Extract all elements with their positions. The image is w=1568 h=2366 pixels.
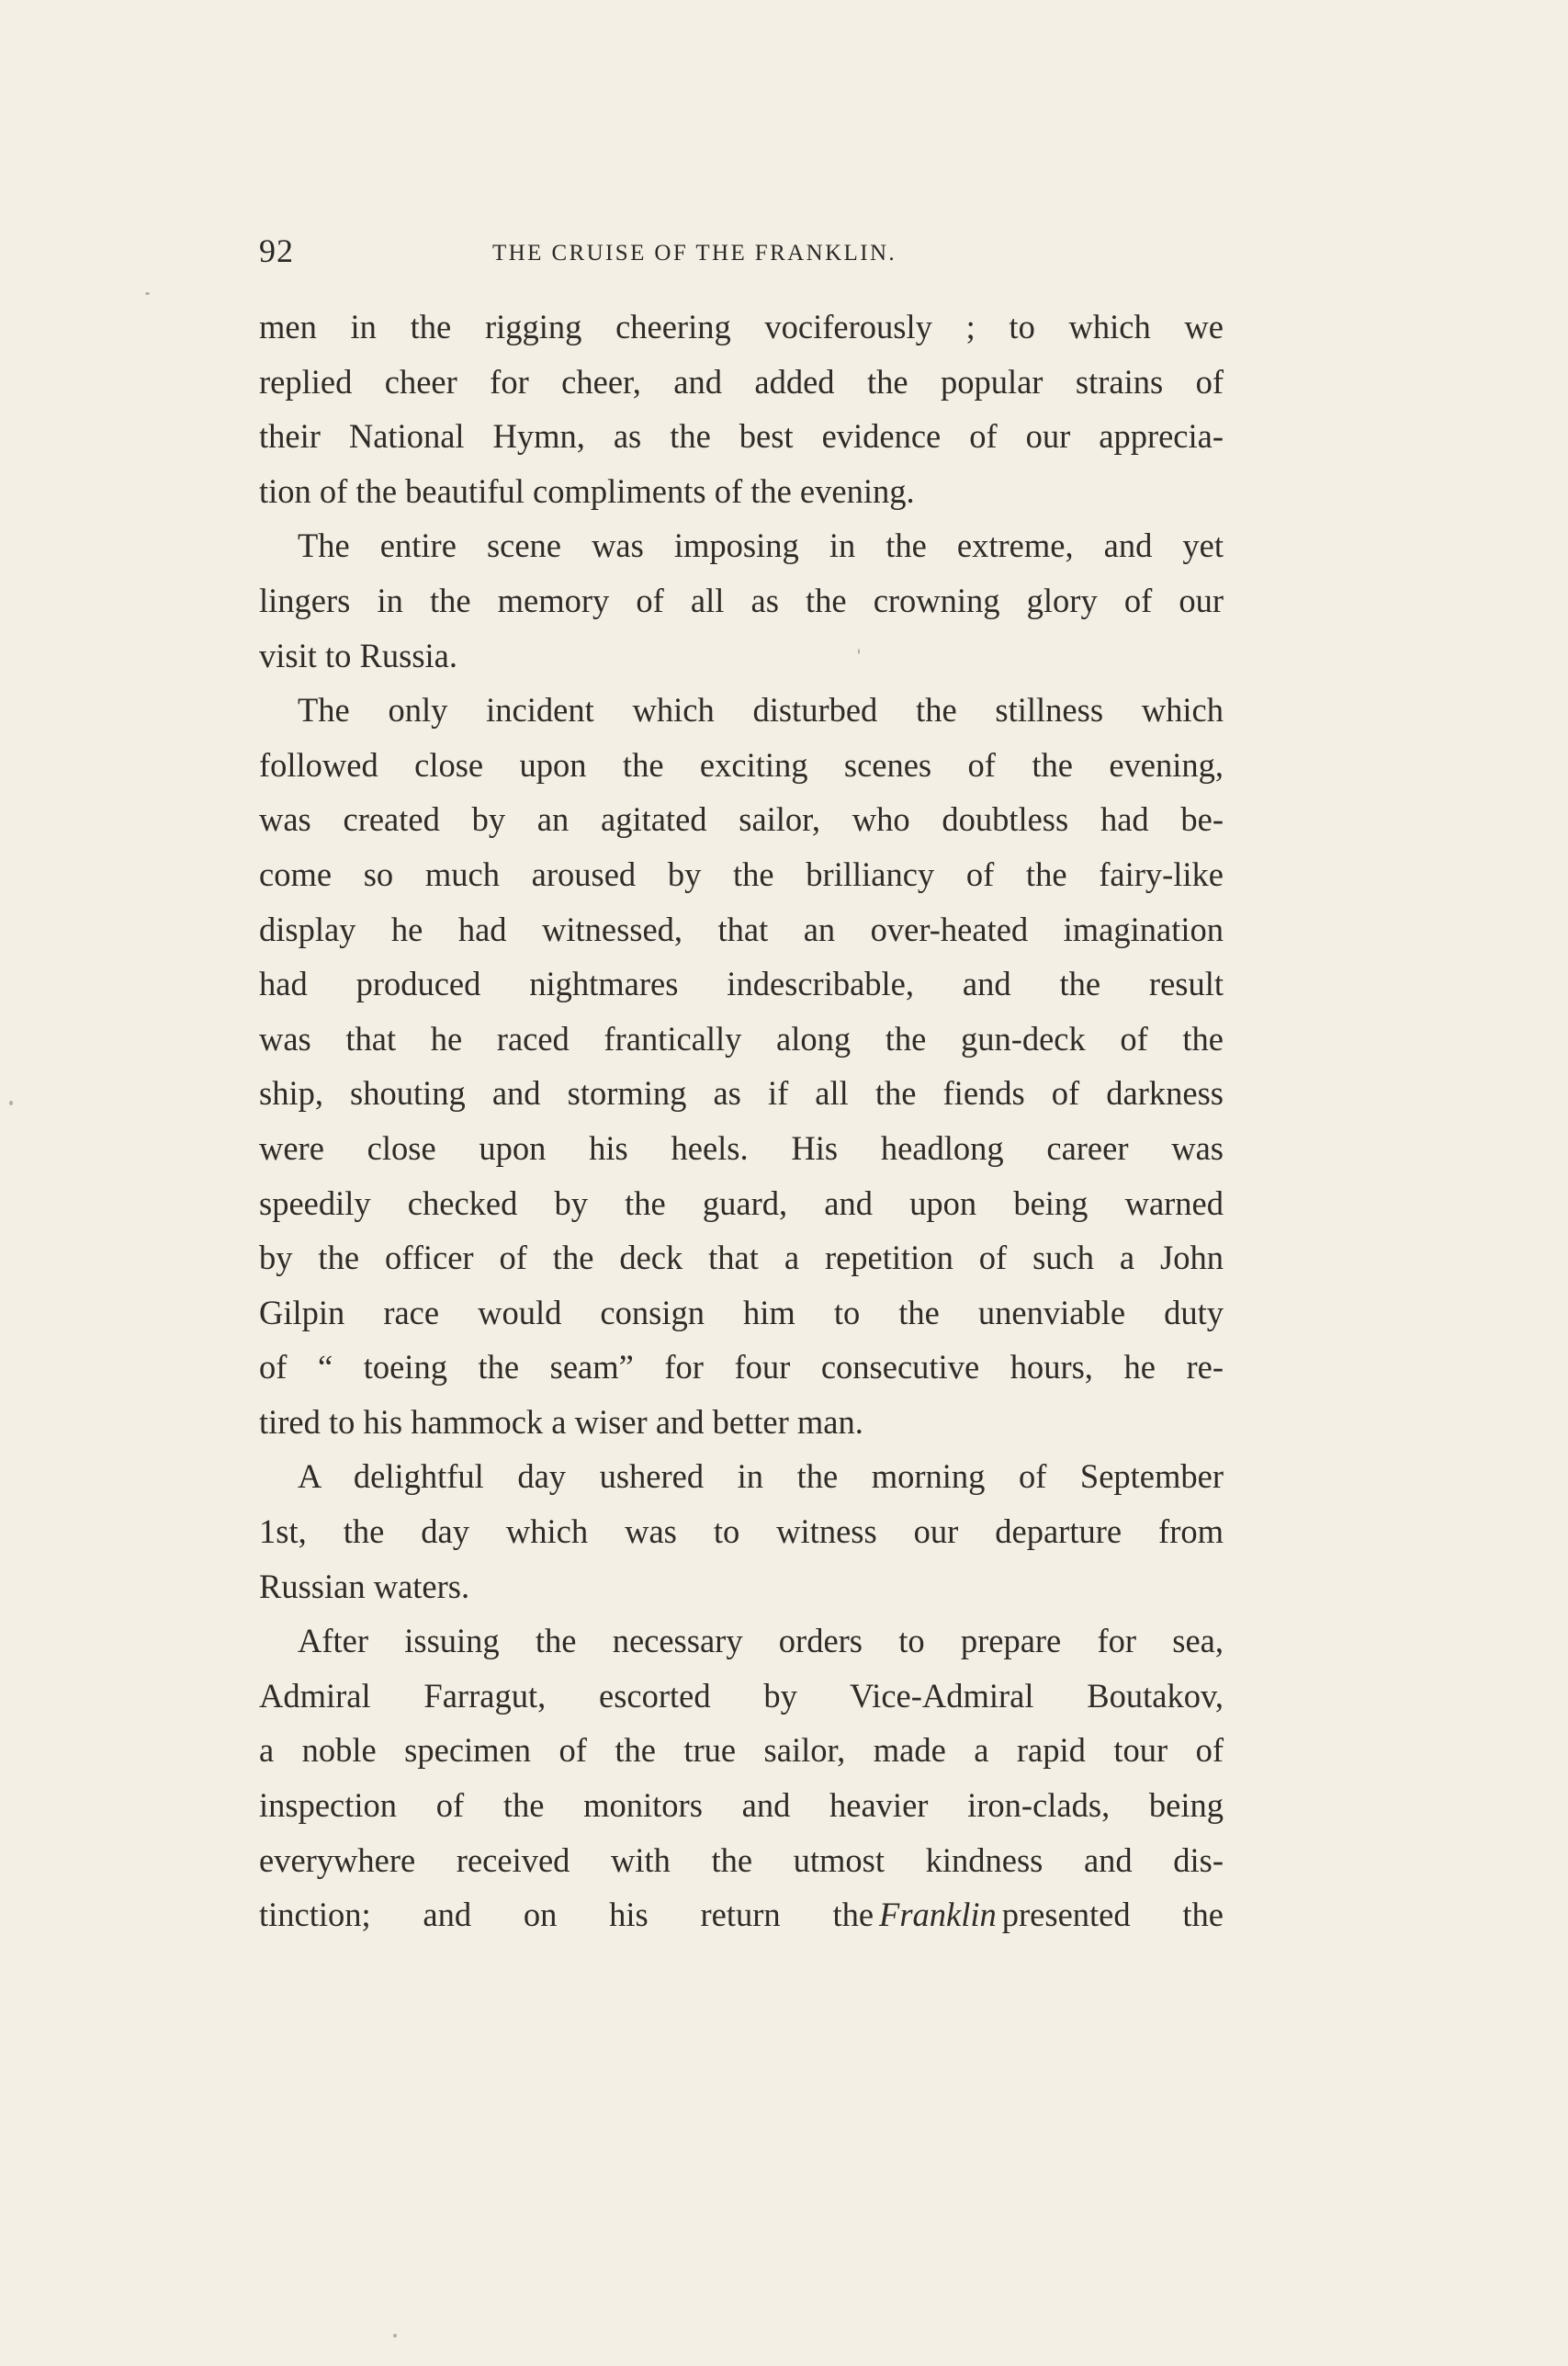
- text-line: were close upon his heels. His headlong career was: [259, 1128, 1224, 1167]
- text-line: their National Hymn, as the best evidence of our apprecia-: [259, 417, 1224, 456]
- text-line: speedily checked by the guard, and upon being warned: [259, 1183, 1224, 1222]
- running-head-title: THE CRUISE OF THE FRANKLIN.: [492, 241, 897, 266]
- text-line: a noble specimen of the true sailor, made a rapid tour of: [259, 1731, 1224, 1770]
- text-line: by the officer of the deck that a repetition of such a John: [259, 1239, 1224, 1277]
- text-line: 1st, the day which was to witness our departure from: [259, 1512, 1224, 1551]
- line-start-text: tinction; and on his return the: [259, 1896, 874, 1934]
- text-line: A delightful day ushered in the morning of September: [298, 1457, 1224, 1496]
- text-line: tion of the beautiful compliments of the evening.: [259, 471, 915, 510]
- text-line: lingers in the memory of all as the crowning glory of our: [259, 581, 1224, 619]
- text-line: inspection of the monitors and heavier iron-clads, being: [259, 1786, 1224, 1825]
- text-line: The entire scene was imposing in the extreme, and yet: [298, 526, 1224, 565]
- text-line: had produced nightmares indescribable, and the result: [259, 965, 1224, 1003]
- text-line: The only incident which disturbed the stillness which: [298, 691, 1224, 730]
- text-line: everywhere received with the utmost kindness and dis-: [259, 1840, 1224, 1879]
- text-line: Admiral Farragut, escorted by Vice-Admiral Boutakov,: [259, 1676, 1224, 1715]
- text-line: display he had witnessed, that an over-heated imagination: [259, 910, 1224, 948]
- text-line: of “ toeing the seam” for four consecutive hours, he re-: [259, 1348, 1224, 1387]
- body-text: [259, 300, 1224, 1942]
- ship-name-italic: Franklin: [879, 1896, 997, 1934]
- text-line: ship, shouting and storming as if all the fiends of darkness: [259, 1074, 1224, 1113]
- text-line: come so much aroused by the brilliancy of the fairy-like: [259, 855, 1224, 893]
- page-number: 92: [259, 232, 294, 269]
- text-line: followed close upon the exciting scenes of the evening,: [259, 745, 1224, 784]
- line-end-text: presented the: [1001, 1896, 1224, 1934]
- text-line: men in the rigging cheering vociferously ; to which we: [259, 308, 1224, 345]
- paper-speck: [9, 1101, 13, 1105]
- running-head: [259, 232, 1224, 276]
- text-line: replied cheer for cheer, and added the popular strains of: [259, 362, 1224, 401]
- text-line: Gilpin race would consign him to the unenviable duty: [259, 1293, 1224, 1331]
- text-line: After issuing the necessary orders to prepare for sea,: [298, 1622, 1224, 1660]
- text-line: Russian waters.: [259, 1567, 470, 1605]
- text-line: tired to his hammock a wiser and better man.: [259, 1402, 863, 1441]
- text-line: [259, 1887, 1224, 1942]
- paper-speck: [145, 292, 150, 295]
- text-line: visit to Russia.: [259, 636, 457, 674]
- paper-speck: [393, 2334, 397, 2338]
- paper-speck: [858, 649, 860, 654]
- text-line: was that he raced frantically along the gun-deck of the: [259, 1019, 1224, 1058]
- text-line: was created by an agitated sailor, who doubtless had be-: [259, 800, 1224, 839]
